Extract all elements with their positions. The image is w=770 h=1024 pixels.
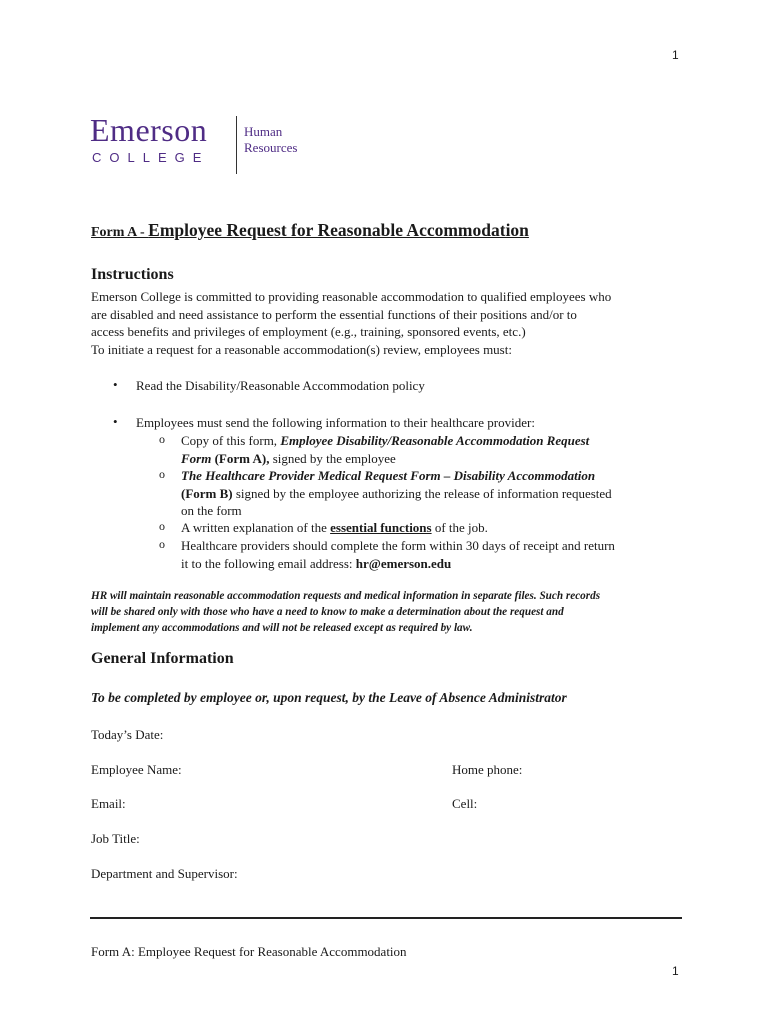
sub4-text: Healthcare providers should complete the form within 30 days of receipt and return [181,538,615,553]
bullet-healthcare: Employees must send the following information to their healthcare provider: [136,415,535,430]
intro-line: To initiate a request for a reasonable accommodation(s) review, employees must: [91,341,512,357]
sub-bullet-marker: o [159,537,165,551]
sub3-text-end: of the job. [431,520,488,535]
sub-item-form-b [181,467,691,520]
notice-line: will be shared only with those who have a need to know to make a determination about the request and [91,606,564,618]
sub-item-return-email [181,537,691,572]
job-title-label: Job Title: [91,831,140,846]
form-title-prefix: Form A - [91,225,149,240]
sub-bullet-marker: o [159,519,165,533]
instructions-heading: Instructions [91,266,174,283]
footer-text: Form A: Employee Request for Reasonable Accommodation [91,944,407,959]
sub1-form-code: (Form A), [211,450,270,466]
sub4-text-cont: it to the following email address: [181,555,356,571]
sub3-text: A written explanation of the [181,520,331,535]
logo-divider [236,116,237,174]
department-supervisor-label: Department and Supervisor: [91,866,238,881]
emerson-logo-wordmark: Emerson [90,112,208,148]
bullet-marker: • [113,414,118,429]
general-information-subheading: To be completed by employee or, upon request, by the Leave of Absence Administrator [91,690,567,705]
sub2-form-code: (Form B) [181,485,233,501]
page-number-top: 1 [672,48,679,62]
sub-bullet-marker: o [159,467,165,481]
sub-bullet-marker: o [159,432,165,446]
sub1-signed: signed by the employee [269,450,396,466]
general-information-heading: General Information [91,650,234,667]
hr-email-link[interactable]: hr@emerson.edu [355,555,452,571]
sub2-text: signed by the employee authorizing the release of information requested [232,485,612,501]
email-label: Email: [91,796,126,811]
employee-name-label: Employee Name: [91,762,182,777]
intro-paragraph [91,288,691,358]
notice-line: HR will maintain reasonable accommodation requests and medical information in separate files. Such records [91,590,601,602]
form-title-main: Employee Request for Reasonable Accommodation [148,220,529,240]
logo-department [244,124,297,156]
page-number-bottom: 1 [672,964,679,978]
sub2-form-name: The Healthcare Provider Medical Request Form – Disability Accommodation [181,468,596,483]
sub1-form-name-cont: Form [181,450,212,466]
logo-dept-line2: Resources [244,140,298,155]
notice-line: implement any accommodations and will not be released except as required by law. [91,622,473,634]
essential-functions-link[interactable]: essential functions [330,520,432,535]
cell-label: Cell: [452,796,478,811]
intro-line: access benefits and privileges of employment (e.g., training, sponsored events, etc.) [91,324,526,339]
form-title [91,220,529,241]
home-phone-label: Home phone: [452,762,523,777]
sub1-form-name: Employee Disability/Reasonable Accommodation Request [280,433,590,448]
bullet-marker: • [113,377,118,392]
bullet-policy: Read the Disability/Reasonable Accommodation policy [136,378,425,393]
records-notice [91,588,691,636]
sub1-text: Copy of this form, [181,433,281,448]
sub-item-essential-functions [181,519,691,537]
sub2-text-cont: on the form [181,503,242,518]
intro-line: are disabled and need assistance to perform the essential functions of their positions and/or to [91,306,577,322]
sub-item-form-copy [181,432,691,467]
footer-divider [90,917,682,919]
intro-line: Emerson College is committed to providing reasonable accommodation to qualified employees who [91,289,612,304]
todays-date-label: Today’s Date: [91,727,164,742]
emerson-logo-college: COLLEGE [92,150,210,165]
logo-dept-line1: Human [244,124,283,139]
